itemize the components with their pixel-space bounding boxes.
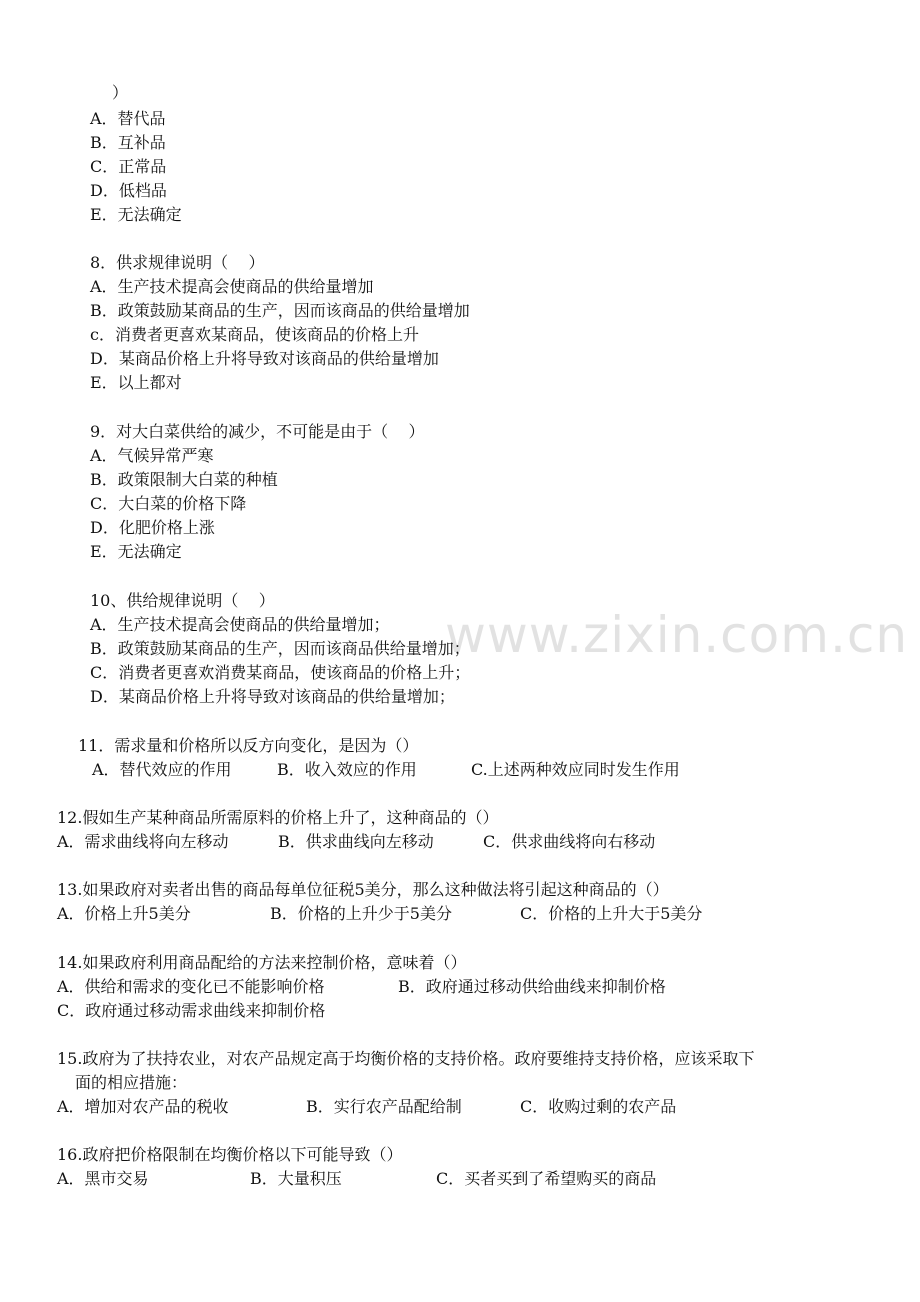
question-stem: 9．对大白菜供给的减少，不可能是由于（ ）	[90, 422, 425, 441]
question-stem: 15.政府为了扶持农业，对农产品规定高于均衡价格的支持价格。政府要维持支持价格，应该采取下	[57, 1049, 755, 1068]
option-a: A．替代品	[90, 109, 166, 128]
option-c: C．收购过剩的农产品	[520, 1097, 677, 1116]
question-stem: 12.假如生产某种商品所需原料的价格上升了，这种商品的（）	[57, 808, 499, 827]
option-b: B．供求曲线向左移动	[278, 832, 434, 851]
option-a: A．气候异常严寒	[90, 446, 214, 465]
option-b: B．互补品	[90, 133, 166, 152]
option-b: B．政策限制大白菜的种植	[90, 470, 278, 489]
option-e: E．无法确定	[90, 205, 182, 224]
option-c: C．消费者更喜欢消费某商品，使该商品的价格上升；	[90, 663, 471, 682]
option-e: E．以上都对	[90, 373, 182, 392]
option-c: C．买者买到了希望购买的商品	[436, 1169, 657, 1188]
option-a: A．黑市交易	[57, 1169, 149, 1188]
option-b: B．大量积压	[250, 1169, 342, 1188]
option-d: D．某商品价格上升将导致对该商品的供给量增加；	[90, 687, 455, 706]
option-c: C．供求曲线将向右移动	[483, 832, 656, 851]
option-c: C.上述两种效应同时发生作用	[471, 760, 680, 779]
option-a: A．供给和需求的变化已不能影响价格	[57, 977, 325, 996]
option-c: C．价格的上升大于5美分	[520, 904, 703, 923]
option-b: B．政策鼓励某商品的生产，因而该商品供给量增加；	[90, 639, 470, 658]
option-b: B．实行农产品配给制	[306, 1097, 462, 1116]
option-d: D．化肥价格上涨	[90, 518, 215, 537]
option-a: A．生产技术提高会使商品的供给量增加	[90, 277, 374, 296]
option-d: D．低档品	[90, 181, 167, 200]
option-e: E．无法确定	[90, 542, 182, 561]
question-stem: 11．需求量和价格所以反方向变化，是因为（）	[78, 736, 419, 755]
watermark: www.zixin.com.cn	[445, 606, 909, 664]
option-d: D．某商品价格上升将导致对该商品的供给量增加	[90, 349, 439, 368]
question-stem-tail: ）	[112, 83, 129, 102]
option-a: A．需求曲线将向左移动	[57, 832, 229, 851]
option-a: A．价格上升5美分	[57, 904, 191, 923]
option-b: B．政策鼓励某商品的生产，因而该商品的供给量增加	[90, 301, 470, 320]
option-a: A．替代效应的作用	[92, 760, 232, 779]
option-c: C．大白菜的价格下降	[90, 494, 247, 513]
question-stem: 8．供求规律说明（ ）	[90, 253, 265, 272]
option-c: c．消费者更喜欢某商品，使该商品的价格上升	[90, 325, 419, 344]
option-b: B．价格的上升少于5美分	[270, 904, 452, 923]
option-c: C．政府通过移动需求曲线来抑制价格	[57, 1001, 326, 1020]
question-stem-continued: 面的相应措施：	[75, 1073, 188, 1092]
option-a: A．生产技术提高会使商品的供给量增加；	[90, 615, 390, 634]
question-stem: 10、供给规律说明（ ）	[90, 591, 275, 610]
option-a: A．增加对农产品的税收	[57, 1097, 229, 1116]
question-stem: 13.如果政府对卖者出售的商品每单位征税5美分，那么这种做法将引起这种商品的（）	[57, 880, 669, 899]
question-stem: 14.如果政府利用商品配给的方法来控制价格，意味着（）	[57, 953, 467, 972]
option-b: B．收入效应的作用	[277, 760, 417, 779]
question-stem: 16.政府把价格限制在均衡价格以下可能导致（）	[57, 1145, 403, 1164]
option-b: B．政府通过移动供给曲线来抑制价格	[398, 977, 666, 996]
option-c: C．正常品	[90, 157, 167, 176]
